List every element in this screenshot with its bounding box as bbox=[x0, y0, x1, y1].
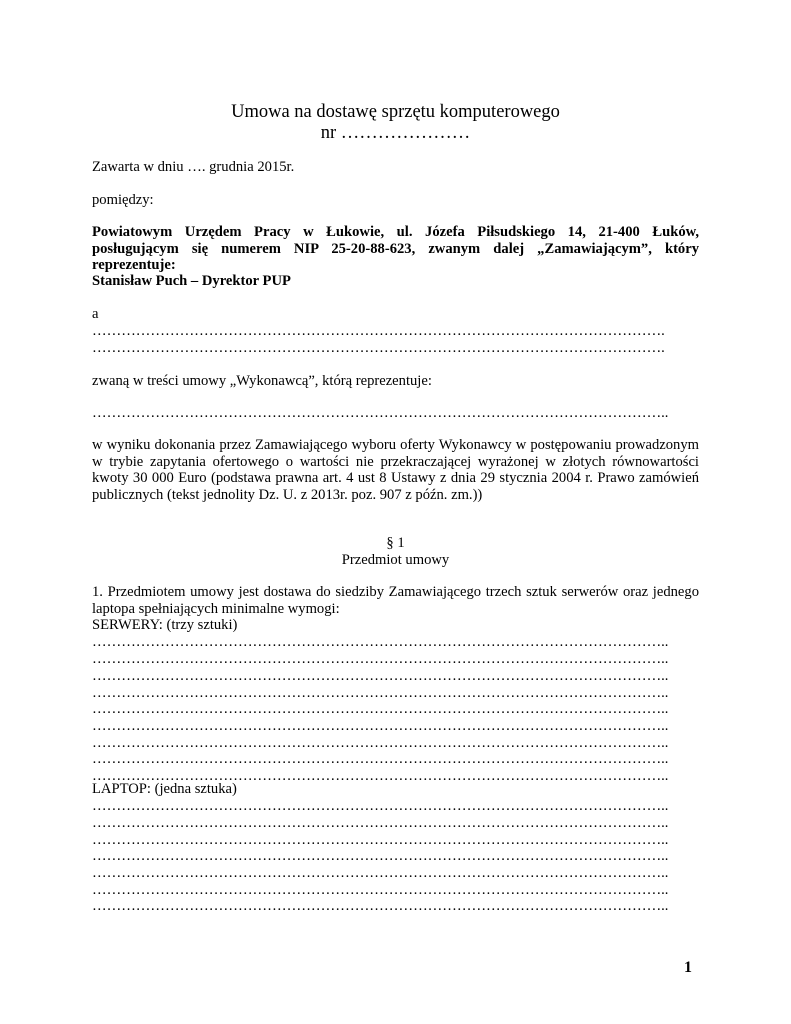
and-label: a bbox=[92, 306, 99, 322]
servers-line: ……………………………………………………………………………………………………….. bbox=[92, 701, 669, 717]
laptop-line: ……………………………………………………………………………………………………….. bbox=[92, 815, 669, 831]
servers-line: ……………………………………………………………………………………………………….. bbox=[92, 685, 669, 701]
servers-label: SERWERY: (trzy sztuki) bbox=[92, 617, 238, 633]
contractor-rep-line: ……………………………………………………………………………………………………….. bbox=[92, 405, 669, 421]
servers-line: ……………………………………………………………………………………………………….. bbox=[92, 768, 669, 784]
laptop-label: LAPTOP: (jedna sztuka) bbox=[92, 781, 237, 797]
contractor-label: zwaną w treści umowy „Wykonawcą”, którą reprezentuje: bbox=[92, 373, 432, 389]
servers-line: ……………………………………………………………………………………………………….. bbox=[92, 735, 669, 751]
servers-line: ……………………………………………………………………………………………………….. bbox=[92, 718, 669, 734]
servers-line: ……………………………………………………………………………………………………….. bbox=[92, 668, 669, 684]
laptop-line: ……………………………………………………………………………………………………….. bbox=[92, 848, 669, 864]
representative: Stanisław Puch – Dyrektor PUP bbox=[92, 273, 291, 289]
contract-number: nr ………………… bbox=[320, 123, 471, 143]
between-label: pomiędzy: bbox=[92, 192, 154, 208]
contractor-name-line: ………………………………………………………………………………………………………. bbox=[92, 323, 665, 339]
servers-line: ……………………………………………………………………………………………………….. bbox=[92, 651, 669, 667]
page-number: 1 bbox=[684, 959, 692, 976]
contractor-address-line: ………………………………………………………………………………………………………. bbox=[92, 340, 665, 356]
laptop-line: ……………………………………………………………………………………………………….. bbox=[92, 882, 669, 898]
servers-line: ……………………………………………………………………………………………………….. bbox=[92, 751, 669, 767]
laptop-line: ……………………………………………………………………………………………………….. bbox=[92, 798, 669, 814]
section-mark: § 1 bbox=[386, 535, 405, 551]
document-title: Umowa na dostawę sprzętu komputerowego bbox=[231, 102, 560, 122]
servers-line: ……………………………………………………………………………………………………….. bbox=[92, 634, 669, 650]
party-employer: Powiatowym Urzędem Pracy w Łukowie, ul. Józefa Piłsudskiego 14, 21-400 Łuków, posługującym się numerem NIP 25-20-88-623, zwanym dalej „Zamawiającym”, który reprezentuje: bbox=[92, 224, 699, 273]
laptop-line: ……………………………………………………………………………………………………….. bbox=[92, 865, 669, 881]
preamble-paragraph: w wyniku dokonania przez Zamawiającego wyboru oferty Wykonawcy w postępowaniu prowadzonym w trybie zapytania ofertowego o wartości nie przekraczającej wyrażonej w złotych równowartości kwoty 30 000 Euro (podstawa prawna art. 4 ust 8 Ustawy z dnia 29 stycznia 2004 r. Prawo zamówień publicznych (tekst jednolity Dz. U. z 2013r. poz. 907 z późn. zm.)) bbox=[92, 437, 699, 503]
concluded-date: Zawarta w dniu …. grudnia 2015r. bbox=[92, 159, 295, 175]
clause-1: 1. Przedmiotem umowy jest dostawa do siedziby Zamawiającego trzech sztuk serwerów oraz jednego laptopa spełniających minimalne wymogi: bbox=[92, 584, 699, 617]
laptop-line: ……………………………………………………………………………………………………….. bbox=[92, 898, 669, 914]
laptop-line: ……………………………………………………………………………………………………….. bbox=[92, 832, 669, 848]
section-title: Przedmiot umowy bbox=[341, 552, 450, 568]
